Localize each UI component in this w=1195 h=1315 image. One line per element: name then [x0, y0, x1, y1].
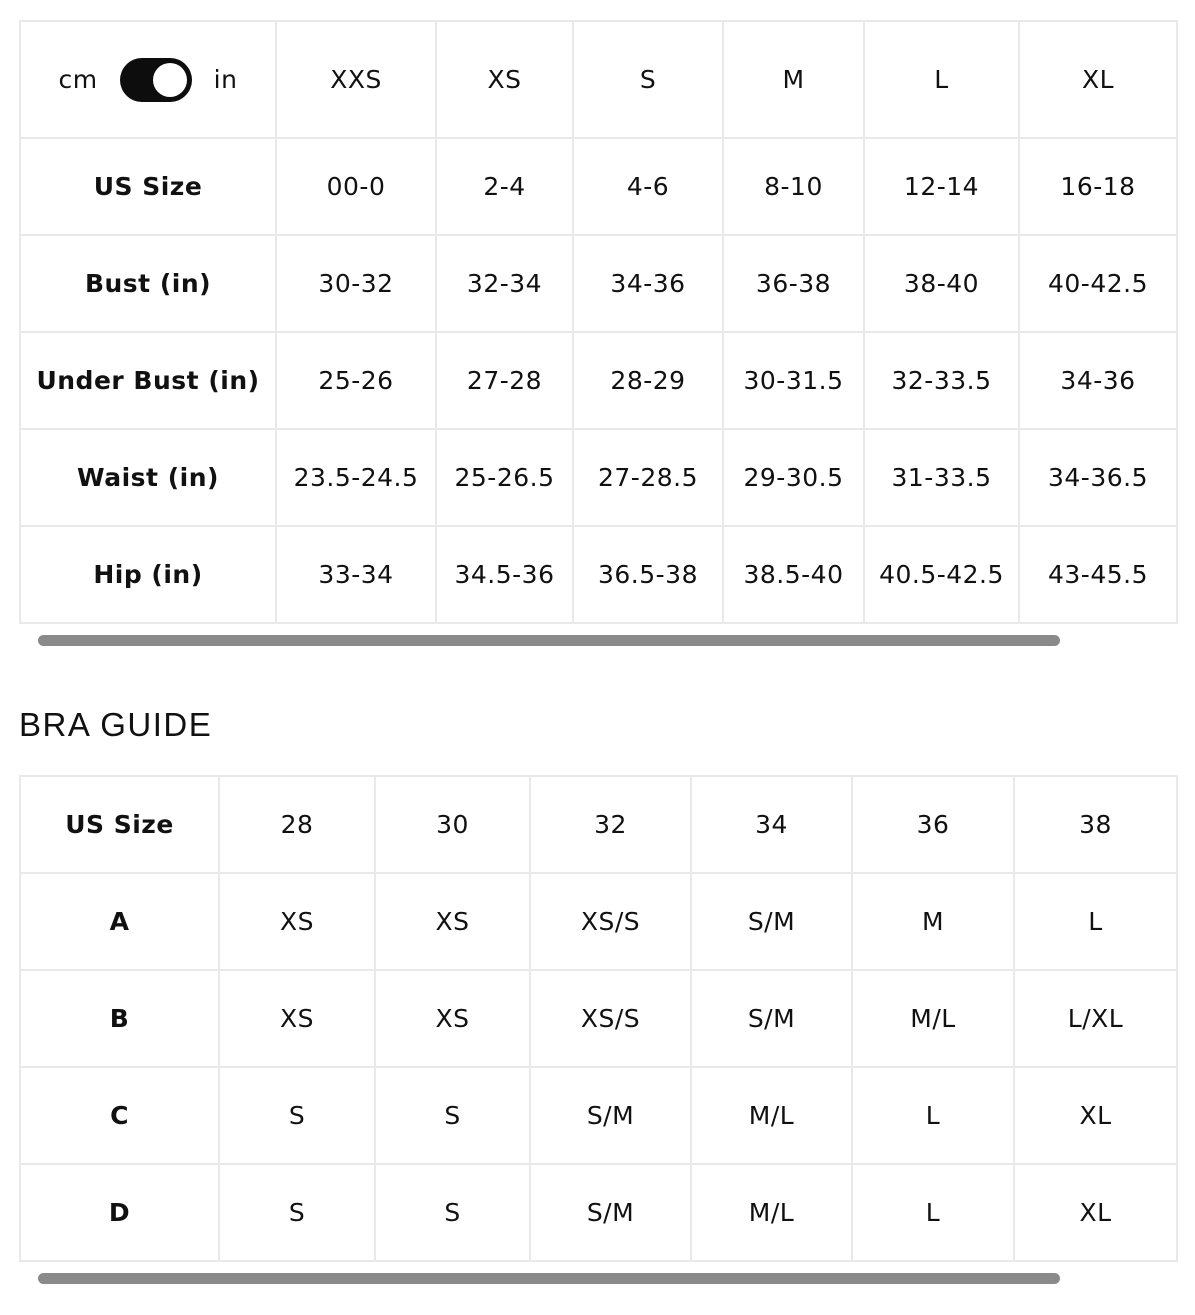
table-cell: 36-38 [723, 235, 864, 332]
table-cell: 38.5-40 [723, 526, 864, 623]
table-row [20, 429, 1177, 526]
table-cell: 36.5-38 [573, 526, 723, 623]
size-column-header: S [573, 21, 723, 138]
band-column-header: 28 [219, 776, 375, 873]
unit-label-cm[interactable]: cm [58, 65, 98, 94]
table-row [20, 1067, 1177, 1164]
table-cell: XS/S [530, 873, 691, 970]
row-label: Hip (in) [20, 526, 276, 623]
table-cell: S/M [691, 873, 852, 970]
bra-guide-scrollbar[interactable] [38, 1273, 1060, 1284]
table-cell: 8-10 [723, 138, 864, 235]
table-cell: 34.5-36 [436, 526, 573, 623]
table-cell: L [852, 1164, 1014, 1261]
table-cell: 34-36.5 [1019, 429, 1177, 526]
table-cell: 33-34 [276, 526, 436, 623]
table-row [20, 1164, 1177, 1261]
band-column-header: 38 [1014, 776, 1177, 873]
table-cell: 32-33.5 [864, 332, 1019, 429]
table-cell: 27-28 [436, 332, 573, 429]
table-cell: L/XL [1014, 970, 1177, 1067]
size-column-header: XL [1019, 21, 1177, 138]
table-cell: 25-26.5 [436, 429, 573, 526]
table-cell: S/M [530, 1164, 691, 1261]
table-cell: S [375, 1067, 530, 1164]
table-cell: 34-36 [573, 235, 723, 332]
table-cell: M/L [691, 1164, 852, 1261]
band-column-header: 32 [530, 776, 691, 873]
bra-guide-header-row [20, 776, 1177, 873]
row-label: A [20, 873, 219, 970]
bra-guide-title: BRA GUIDE [19, 706, 213, 743]
unit-toggle-cell [20, 21, 276, 138]
table-cell: XS [219, 970, 375, 1067]
size-column-header: M [723, 21, 864, 138]
table-cell: M/L [852, 970, 1014, 1067]
size-column-header: L [864, 21, 1019, 138]
table-cell: S/M [530, 1067, 691, 1164]
table-cell: 38-40 [864, 235, 1019, 332]
size-chart-table [19, 20, 1178, 624]
table-cell: 25-26 [276, 332, 436, 429]
table-cell: XS/S [530, 970, 691, 1067]
table-cell: M [852, 873, 1014, 970]
table-row [20, 332, 1177, 429]
band-column-header: 36 [852, 776, 1014, 873]
table-row [20, 235, 1177, 332]
table-cell: 2-4 [436, 138, 573, 235]
band-column-header: 34 [691, 776, 852, 873]
table-cell: 34-36 [1019, 332, 1177, 429]
table-cell: L [852, 1067, 1014, 1164]
table-cell: 31-33.5 [864, 429, 1019, 526]
table-cell: L [1014, 873, 1177, 970]
table-cell: XS [219, 873, 375, 970]
table-cell: 30-31.5 [723, 332, 864, 429]
table-cell: XL [1014, 1067, 1177, 1164]
band-column-header: 30 [375, 776, 530, 873]
table-cell: 32-34 [436, 235, 573, 332]
table-cell: 27-28.5 [573, 429, 723, 526]
table-cell: 4-6 [573, 138, 723, 235]
row-label: US Size [20, 776, 219, 873]
row-label: Under Bust (in) [20, 332, 276, 429]
table-cell: 40.5-42.5 [864, 526, 1019, 623]
size-column-header: XXS [276, 21, 436, 138]
table-cell: 43-45.5 [1019, 526, 1177, 623]
table-row [20, 526, 1177, 623]
table-cell: 28-29 [573, 332, 723, 429]
row-label: Bust (in) [20, 235, 276, 332]
row-label: US Size [20, 138, 276, 235]
table-cell: 30-32 [276, 235, 436, 332]
table-cell: 16-18 [1019, 138, 1177, 235]
table-cell: 40-42.5 [1019, 235, 1177, 332]
table-row [20, 138, 1177, 235]
table-cell: S/M [691, 970, 852, 1067]
row-label: Waist (in) [20, 429, 276, 526]
unit-label-in[interactable]: in [213, 65, 238, 94]
size-chart-header-row [20, 21, 1177, 138]
table-row [20, 873, 1177, 970]
table-cell: XL [1014, 1164, 1177, 1261]
table-cell: 12-14 [864, 138, 1019, 235]
row-label: D [20, 1164, 219, 1261]
table-cell: XS [375, 873, 530, 970]
bra-guide-table [19, 775, 1178, 1262]
table-cell: 29-30.5 [723, 429, 864, 526]
table-cell: 23.5-24.5 [276, 429, 436, 526]
row-label: B [20, 970, 219, 1067]
unit-toggle-switch[interactable] [120, 58, 192, 102]
size-chart-scrollbar[interactable] [38, 635, 1060, 646]
table-cell: S [375, 1164, 530, 1261]
table-cell: M/L [691, 1067, 852, 1164]
table-cell: XS [375, 970, 530, 1067]
table-cell: S [219, 1067, 375, 1164]
table-cell: S [219, 1164, 375, 1261]
row-label: C [20, 1067, 219, 1164]
size-column-header: XS [436, 21, 573, 138]
toggle-knob [153, 63, 187, 97]
table-cell: 00-0 [276, 138, 436, 235]
table-row [20, 970, 1177, 1067]
